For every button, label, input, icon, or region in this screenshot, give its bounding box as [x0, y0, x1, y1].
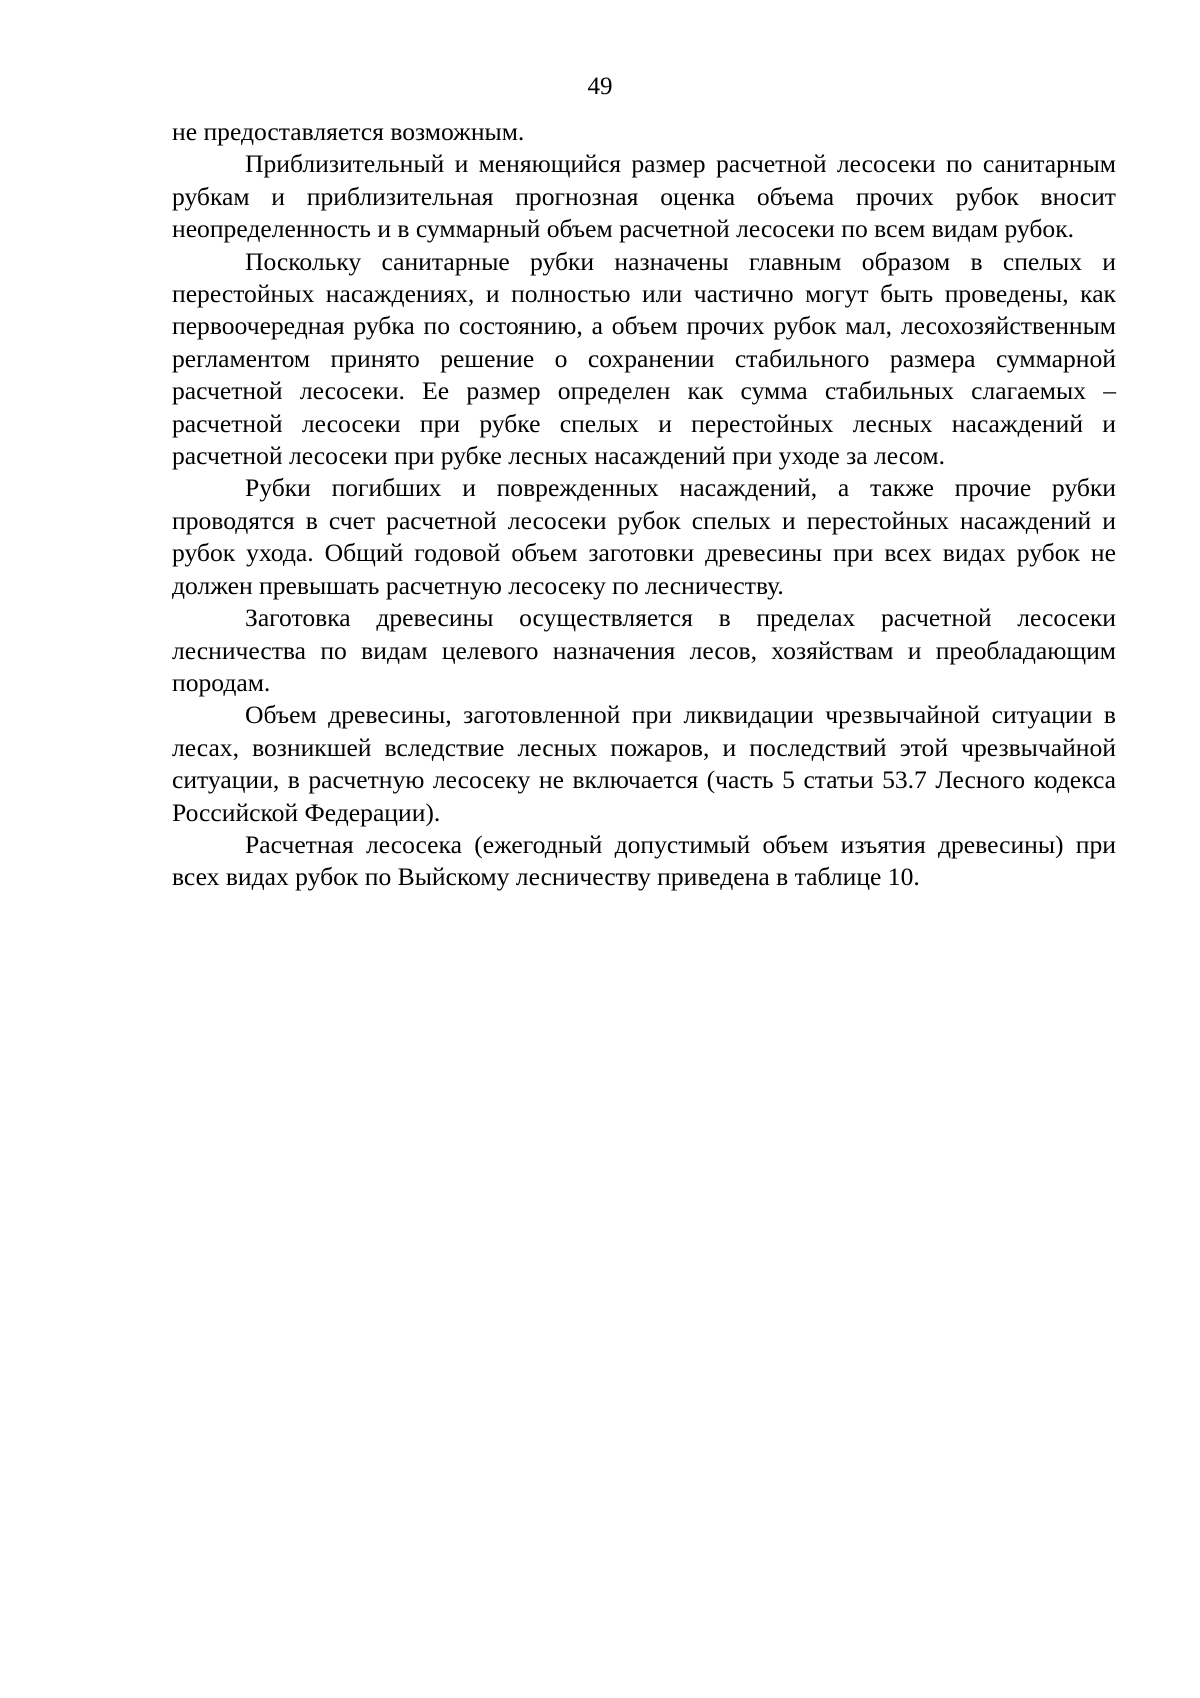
paragraph: Объем древесины, заготовленной при ликвидации чрезвычайной ситуации в лесах, возникшей вследствие лесных пожаров, и последствий этой чрезвычайной ситуации, в расчетную лесосеку не включается (часть 5 статьи 53.7 Лесного кодекса Российской Федерации).: [172, 700, 1116, 827]
paragraph: Заготовка древесины осуществляется в пределах расчетной лесосеки лесничества по видам целевого назначения лесов, хозяйствам и преобладающим породам.: [172, 603, 1116, 697]
paragraph: Рубки погибших и поврежденных насаждений, а также прочие рубки проводятся в счет расчетной лесосеки рубок спелых и перестойных насаждений и рубок ухода. Общий годовой объем заготовки древесины при всех видах рубок не должен превышать расчетную лесосеку по лесничеству.: [172, 473, 1116, 600]
paragraph: Расчетная лесосека (ежегодный допустимый объем изъятия древесины) при всех видах рубок по Выйскому лесничеству приведена в таблице 10.: [172, 829, 1116, 892]
document-body: [172, 116, 1116, 894]
page-number: 49: [587, 73, 613, 100]
paragraph: Приблизительный и меняющийся размер расчетной лесосеки по санитарным рубкам и приблизительная прогнозная оценка объема прочих рубок вносит неопределенность и в суммарный объем расчетной лесосеки по всем видам рубок.: [172, 149, 1116, 244]
paragraph: Поскольку санитарные рубки назначены главным образом в спелых и перестойных насаждениях, и полностью или частично могут быть проведены, как первоочередная рубка по состоянию, а объем прочих рубок мал, лесохозяйственным регламентом принято решение о сохранении стабильного размера суммарной расчетной лесосеки. Ее размер определен как сумма стабильных слагаемых – расчетной лесосеки при рубке спелых и перестойных лесных насаждений и расчетной лесосеки при рубке лесных насаждений при уходе за лесом.: [172, 246, 1116, 471]
paragraph-continuation: не предоставляется возможным.: [172, 117, 525, 146]
